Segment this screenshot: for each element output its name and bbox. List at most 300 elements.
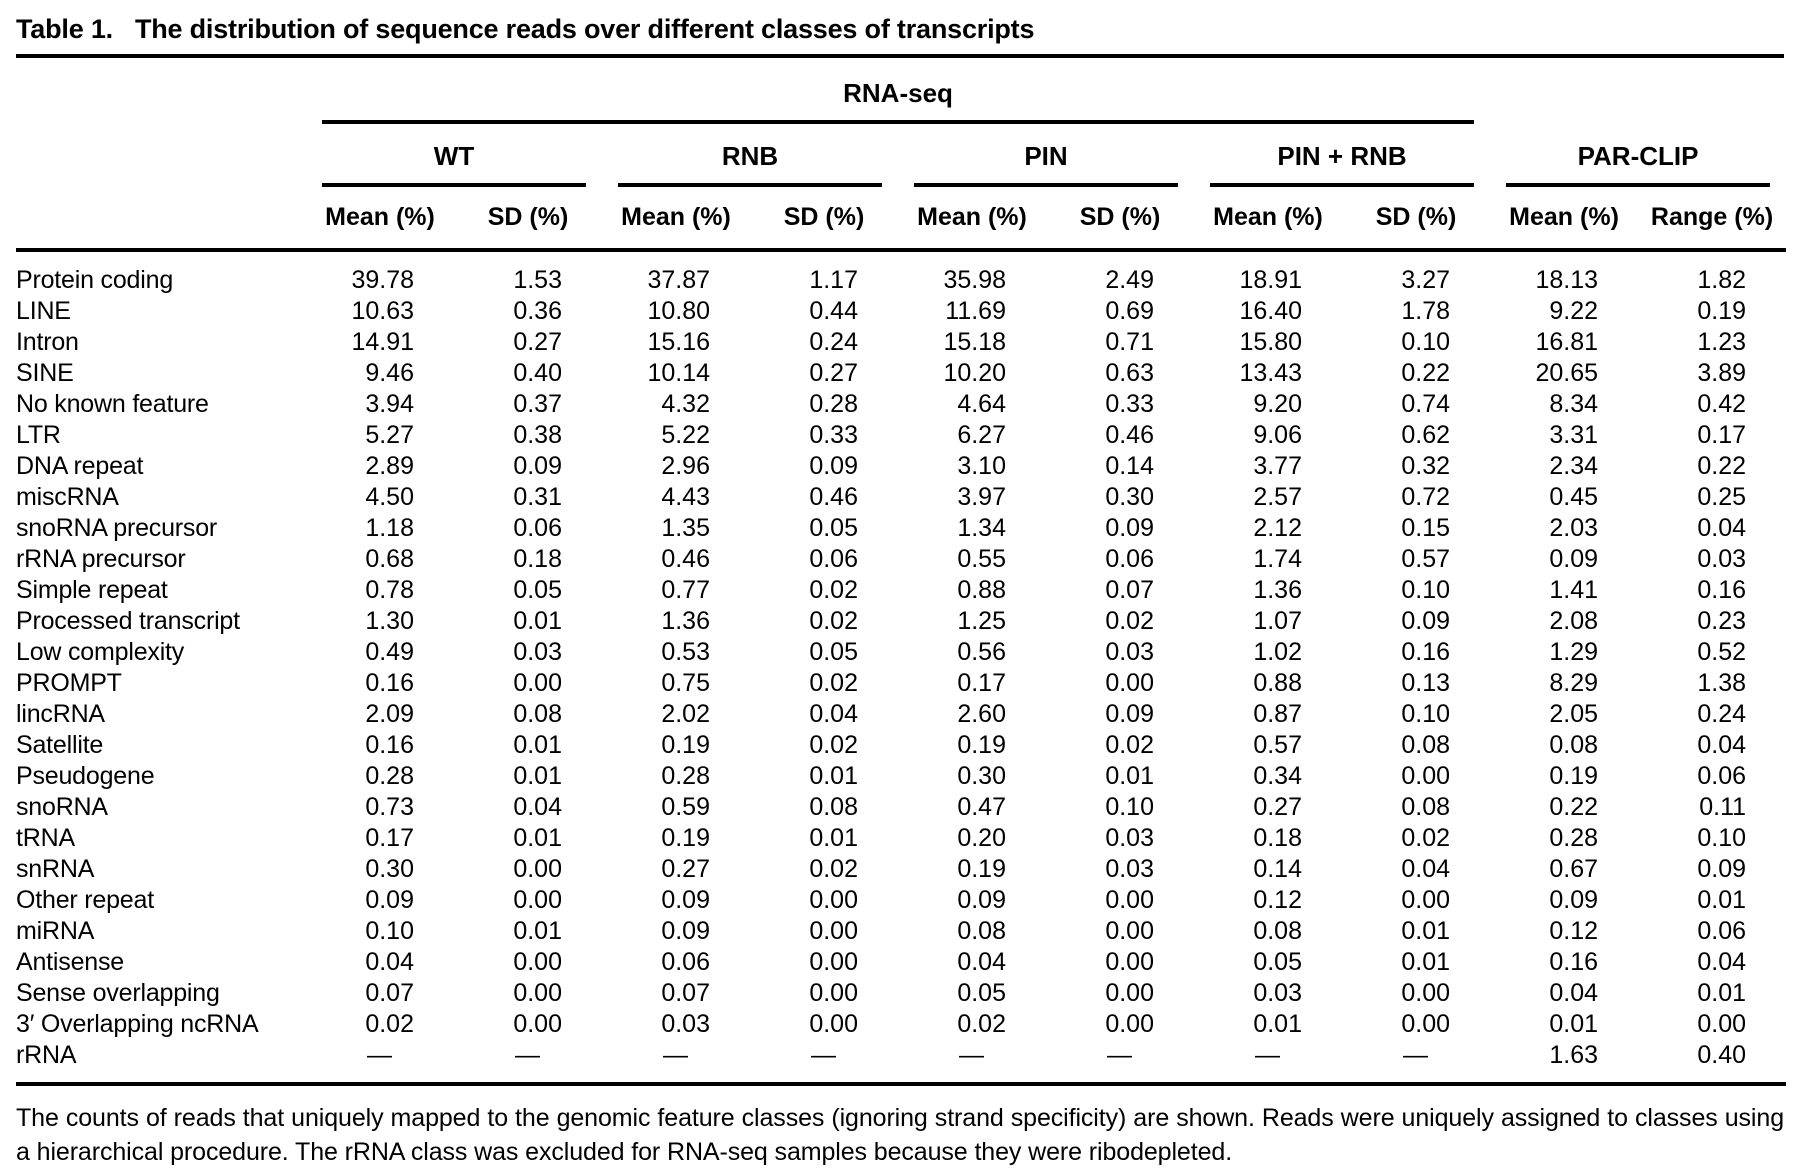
- value-cell: 0.01: [513, 731, 562, 759]
- value-cell: 3.77: [1253, 452, 1302, 480]
- value-cell: 0.06: [809, 545, 858, 573]
- value-cell: 0.27: [809, 359, 858, 387]
- value-cell: 0.07: [661, 979, 710, 1007]
- value-cell: —: [1046, 1040, 1194, 1084]
- value-cell: 0.01: [513, 824, 562, 852]
- value-cell: 0.01: [1697, 979, 1747, 1007]
- value-cell: —: [306, 1040, 454, 1084]
- value-cell: 2.96: [661, 452, 710, 480]
- row-label: snoRNA precursor: [16, 514, 218, 542]
- value-cell: 0.04: [513, 793, 562, 821]
- value-cell: 0.02: [957, 1010, 1006, 1038]
- table-row: [16, 699, 1786, 730]
- group-header-pin: PIN: [898, 124, 1194, 187]
- value-cell: 2.09: [365, 700, 414, 728]
- value-cell: 35.98: [943, 266, 1006, 294]
- value-cell: 0.47: [957, 793, 1006, 821]
- value-cell: 2.08: [1549, 607, 1599, 635]
- value-cell: 15.80: [1239, 328, 1302, 356]
- value-cell: 0.09: [809, 452, 858, 480]
- value-cell: 37.87: [647, 266, 710, 294]
- row-label: Intron: [16, 328, 79, 356]
- value-cell: 0.27: [661, 855, 710, 883]
- row-label: snRNA: [16, 855, 95, 883]
- value-cell: 0.00: [1105, 917, 1154, 945]
- value-cell: 1.17: [809, 266, 858, 294]
- value-cell: 0.00: [809, 979, 858, 1007]
- value-cell: 0.37: [513, 390, 562, 418]
- row-label: miRNA: [16, 917, 95, 945]
- value-cell: 0.00: [1105, 948, 1154, 976]
- value-cell: —: [1342, 1040, 1490, 1084]
- value-cell: 0.00: [809, 917, 858, 945]
- span-header-spacer: [1490, 58, 1786, 124]
- value-cell: 0.01: [809, 762, 858, 790]
- table-row: [16, 451, 1786, 482]
- value-cell: 16.40: [1239, 297, 1302, 325]
- value-cell: 0.09: [513, 452, 562, 480]
- table-row: [16, 482, 1786, 513]
- value-cell: 0.05: [809, 638, 858, 666]
- row-label: Antisense: [16, 948, 124, 976]
- table-row: [16, 730, 1786, 761]
- value-cell: 0.25: [1697, 483, 1747, 511]
- value-cell: 3.31: [1549, 421, 1599, 449]
- value-cell: 0.08: [957, 917, 1006, 945]
- value-cell: 5.22: [661, 421, 710, 449]
- value-cell: 0.28: [1549, 824, 1599, 852]
- row-label-column-header: [16, 58, 306, 250]
- group-header-wt: WT: [306, 124, 602, 187]
- table-row: [16, 296, 1786, 327]
- value-cell: 9.20: [1253, 390, 1302, 418]
- value-cell: 0.05: [1253, 948, 1302, 976]
- row-label: rRNA precursor: [16, 545, 186, 573]
- value-cell: 1.82: [1697, 266, 1747, 294]
- value-cell: 1.23: [1697, 328, 1747, 356]
- value-cell: 0.06: [661, 948, 710, 976]
- value-cell: 14.91: [351, 328, 414, 356]
- value-cell: 9.46: [365, 359, 414, 387]
- value-cell: 0.03: [1105, 638, 1154, 666]
- table-row: [16, 854, 1786, 885]
- value-cell: 2.05: [1549, 700, 1599, 728]
- value-cell: 0.08: [513, 700, 562, 728]
- table-row: [16, 250, 1786, 296]
- value-cell: 0.72: [1401, 483, 1451, 511]
- value-cell: 1.53: [513, 266, 562, 294]
- value-cell: 0.09: [957, 886, 1006, 914]
- row-label: miscRNA: [16, 483, 119, 511]
- value-cell: 1.25: [957, 607, 1006, 635]
- value-cell: 1.35: [661, 514, 710, 542]
- value-cell: 0.02: [1105, 607, 1154, 635]
- table-row: [16, 792, 1786, 823]
- column-header: SD (%): [750, 187, 898, 250]
- value-cell: 0.01: [1253, 1010, 1302, 1038]
- value-cell: 0.02: [1105, 731, 1154, 759]
- value-cell: 0.52: [1697, 638, 1747, 666]
- span-header-rna-seq: RNA-seq: [306, 58, 1490, 124]
- value-cell: 0.63: [1105, 359, 1154, 387]
- value-cell: 0.00: [1401, 886, 1451, 914]
- data-table: [16, 58, 1786, 1086]
- value-cell: 0.08: [1549, 731, 1599, 759]
- table-row: [16, 575, 1786, 606]
- value-cell: 1.41: [1549, 576, 1599, 604]
- table-footnote: The counts of reads that uniquely mapped to the genomic feature classes (ignoring strand specificity) are shown. Reads were uniquely assigned to classes using a hierarchical procedure. The rRNA class was excluded for RNA-seq samples because they were ribodepleted.: [16, 1104, 1784, 1166]
- table-row: [16, 668, 1786, 699]
- value-cell: 1.02: [1253, 638, 1302, 666]
- value-cell: 0.00: [513, 979, 562, 1007]
- value-cell: 0.46: [661, 545, 710, 573]
- value-cell: 2.57: [1253, 483, 1302, 511]
- value-cell: 0.00: [513, 669, 562, 697]
- value-cell: 0.14: [1105, 452, 1154, 480]
- value-cell: 0.02: [809, 576, 858, 604]
- value-cell: 0.01: [1401, 917, 1451, 945]
- table-row: [16, 420, 1786, 451]
- value-cell: 0.27: [1253, 793, 1302, 821]
- value-cell: 8.29: [1549, 669, 1599, 697]
- value-cell: 18.91: [1239, 266, 1302, 294]
- value-cell: 0.22: [1401, 359, 1451, 387]
- value-cell: 0.62: [1401, 421, 1451, 449]
- value-cell: 0.71: [1105, 328, 1154, 356]
- column-header: Mean (%): [898, 187, 1046, 250]
- value-cell: 0.10: [1401, 700, 1451, 728]
- value-cell: 2.89: [365, 452, 414, 480]
- row-label: LINE: [16, 297, 71, 325]
- value-cell: —: [1194, 1040, 1342, 1084]
- value-cell: 0.02: [809, 731, 858, 759]
- value-cell: 1.63: [1490, 1040, 1638, 1084]
- value-cell: 0.17: [365, 824, 414, 852]
- value-cell: 10.20: [943, 359, 1006, 387]
- value-cell: 0.00: [1105, 1010, 1154, 1038]
- value-cell: 0.22: [1549, 793, 1599, 821]
- row-label: snoRNA: [16, 793, 108, 821]
- table-body: [16, 250, 1786, 1084]
- value-cell: 0.00: [1105, 669, 1154, 697]
- value-cell: 0.05: [957, 979, 1006, 1007]
- table-row: [16, 761, 1786, 792]
- value-cell: 0.12: [1253, 886, 1302, 914]
- value-cell: 0.38: [513, 421, 562, 449]
- row-label: Simple repeat: [16, 576, 168, 604]
- row-label: rRNA: [16, 1040, 306, 1084]
- value-cell: 2.49: [1105, 266, 1154, 294]
- row-label: No known feature: [16, 390, 209, 418]
- value-cell: 0.59: [661, 793, 710, 821]
- table-row: [16, 358, 1786, 389]
- value-cell: 10.14: [647, 359, 710, 387]
- table-row: [16, 606, 1786, 637]
- value-cell: 0.19: [1697, 297, 1747, 325]
- row-label: Satellite: [16, 731, 104, 759]
- value-cell: 0.06: [1697, 762, 1747, 790]
- value-cell: 0.08: [809, 793, 858, 821]
- value-cell: 0.78: [365, 576, 414, 604]
- value-cell: 11.69: [945, 297, 1006, 325]
- value-cell: 1.38: [1697, 669, 1747, 697]
- value-cell: 0.28: [809, 390, 858, 418]
- value-cell: 0.88: [957, 576, 1006, 604]
- value-cell: 1.36: [1253, 576, 1302, 604]
- row-label: 3′ Overlapping ncRNA: [16, 1010, 259, 1038]
- value-cell: 0.11: [1699, 793, 1747, 821]
- value-cell: 0.09: [1549, 886, 1599, 914]
- value-cell: 0.04: [1549, 979, 1599, 1007]
- value-cell: 0.69: [1105, 297, 1154, 325]
- table-row: [16, 637, 1786, 668]
- value-cell: 0.09: [661, 886, 710, 914]
- table-title: [16, 10, 1784, 58]
- value-cell: 2.03: [1549, 514, 1599, 542]
- row-label: LTR: [16, 421, 61, 449]
- value-cell: 0.08: [1253, 917, 1302, 945]
- value-cell: 0.08: [1401, 793, 1451, 821]
- table-row: [16, 513, 1786, 544]
- table-row: [16, 544, 1786, 575]
- value-cell: 0.00: [1105, 886, 1154, 914]
- value-cell: 0.44: [809, 297, 858, 325]
- value-cell: 0.88: [1253, 669, 1302, 697]
- value-cell: 10.80: [647, 297, 710, 325]
- value-cell: 0.03: [513, 638, 562, 666]
- value-cell: 0.09: [365, 886, 414, 914]
- value-cell: 0.30: [365, 855, 414, 883]
- value-cell: 0.00: [1401, 979, 1451, 1007]
- value-cell: 0.01: [809, 824, 858, 852]
- column-header: SD (%): [1342, 187, 1490, 250]
- column-header: Mean (%): [1490, 187, 1638, 250]
- value-cell: —: [602, 1040, 750, 1084]
- value-cell: 4.32: [661, 390, 710, 418]
- row-label: tRNA: [16, 824, 75, 852]
- value-cell: 0.04: [1697, 514, 1747, 542]
- value-cell: 1.29: [1549, 638, 1599, 666]
- value-cell: 3.97: [957, 483, 1006, 511]
- row-label: SINE: [16, 359, 74, 387]
- value-cell: 0.03: [661, 1010, 710, 1038]
- value-cell: 0.10: [1105, 793, 1154, 821]
- value-cell: 2.02: [661, 700, 710, 728]
- value-cell: 15.16: [647, 328, 710, 356]
- value-cell: 0.00: [1105, 979, 1154, 1007]
- value-cell: 0.04: [809, 700, 858, 728]
- value-cell: 3.27: [1401, 266, 1451, 294]
- value-cell: 0.02: [365, 1010, 414, 1038]
- value-cell: 0.02: [809, 607, 858, 635]
- value-cell: —: [454, 1040, 602, 1084]
- value-cell: 0.16: [1401, 638, 1451, 666]
- value-cell: 0.03: [1697, 545, 1747, 573]
- value-cell: 0.01: [513, 762, 562, 790]
- value-cell: 4.50: [365, 483, 414, 511]
- value-cell: 0.18: [513, 545, 562, 573]
- column-header: Range (%): [1638, 187, 1786, 250]
- column-header: SD (%): [1046, 187, 1194, 250]
- value-cell: 0.57: [1401, 545, 1451, 573]
- value-cell: 0.45: [1549, 483, 1599, 511]
- value-cell: 1.36: [661, 607, 710, 635]
- value-cell: 0.49: [365, 638, 414, 666]
- value-cell: 0.56: [957, 638, 1006, 666]
- value-cell: 0.27: [513, 328, 562, 356]
- value-cell: 0.19: [957, 855, 1006, 883]
- value-cell: 0.34: [1253, 762, 1302, 790]
- value-cell: 4.64: [957, 390, 1006, 418]
- value-cell: 0.57: [1253, 731, 1302, 759]
- value-cell: —: [750, 1040, 898, 1084]
- value-cell: 0.75: [661, 669, 710, 697]
- value-cell: 0.01: [513, 607, 562, 635]
- value-cell: 0.04: [957, 948, 1006, 976]
- value-cell: 0.10: [1697, 824, 1747, 852]
- value-cell: 0.16: [1697, 576, 1747, 604]
- value-cell: 0.06: [1697, 917, 1747, 945]
- value-cell: 0.14: [1253, 855, 1302, 883]
- table-row: [16, 327, 1786, 358]
- value-cell: 1.18: [365, 514, 414, 542]
- value-cell: 0.03: [1253, 979, 1302, 1007]
- value-cell: 0.20: [957, 824, 1006, 852]
- value-cell: 9.06: [1253, 421, 1302, 449]
- value-cell: 0.02: [809, 669, 858, 697]
- value-cell: 0.01: [1401, 948, 1451, 976]
- value-cell: 0.17: [957, 669, 1006, 697]
- value-cell: 0.00: [809, 886, 858, 914]
- row-label: lincRNA: [16, 700, 105, 728]
- row-label: Protein coding: [16, 266, 174, 294]
- value-cell: 0.09: [1549, 545, 1599, 573]
- value-cell: 0.28: [365, 762, 414, 790]
- value-cell: 0.40: [513, 359, 562, 387]
- value-cell: 3.89: [1697, 359, 1747, 387]
- value-cell: 16.81: [1535, 328, 1599, 356]
- value-cell: 0.16: [365, 669, 414, 697]
- value-cell: 0.40: [1638, 1040, 1786, 1084]
- value-cell: 0.19: [1549, 762, 1599, 790]
- value-cell: 0.00: [1401, 1010, 1451, 1038]
- value-cell: 1.74: [1253, 545, 1302, 573]
- value-cell: 1.07: [1253, 607, 1302, 635]
- column-header: SD (%): [454, 187, 602, 250]
- value-cell: 0.33: [809, 421, 858, 449]
- value-cell: 0.28: [661, 762, 710, 790]
- value-cell: 9.22: [1549, 297, 1599, 325]
- value-cell: —: [898, 1040, 1046, 1084]
- value-cell: 0.22: [1697, 452, 1747, 480]
- value-cell: 0.19: [661, 824, 710, 852]
- value-cell: 0.04: [365, 948, 414, 976]
- value-cell: 1.30: [365, 607, 414, 635]
- value-cell: 0.24: [1697, 700, 1747, 728]
- value-cell: 0.01: [1697, 886, 1747, 914]
- value-cell: 0.31: [513, 483, 562, 511]
- value-cell: 0.13: [1401, 669, 1451, 697]
- value-cell: 0.12: [1549, 917, 1599, 945]
- value-cell: 0.10: [365, 917, 414, 945]
- value-cell: 0.36: [513, 297, 562, 325]
- value-cell: 0.00: [513, 1010, 562, 1038]
- value-cell: 0.00: [1401, 762, 1451, 790]
- value-cell: 0.02: [809, 855, 858, 883]
- value-cell: 0.00: [513, 886, 562, 914]
- table-row: [16, 1009, 1786, 1040]
- row-label: DNA repeat: [16, 452, 144, 480]
- value-cell: 0.23: [1697, 607, 1747, 635]
- value-cell: 0.03: [1105, 855, 1154, 883]
- table-row: [16, 978, 1786, 1009]
- value-cell: 0.73: [365, 793, 414, 821]
- value-cell: 4.43: [661, 483, 710, 511]
- value-cell: 39.78: [351, 266, 414, 294]
- value-cell: 20.65: [1535, 359, 1599, 387]
- value-cell: 0.09: [1697, 855, 1747, 883]
- value-cell: 0.00: [809, 948, 858, 976]
- value-cell: 18.13: [1535, 266, 1599, 294]
- value-cell: 0.19: [661, 731, 710, 759]
- table-row: [16, 1040, 1786, 1084]
- value-cell: 3.10: [957, 452, 1006, 480]
- column-header: Mean (%): [306, 187, 454, 250]
- table-row: [16, 389, 1786, 420]
- value-cell: 0.10: [1401, 576, 1451, 604]
- value-cell: 0.30: [957, 762, 1006, 790]
- value-cell: 0.01: [1105, 762, 1154, 790]
- value-cell: 3.94: [365, 390, 414, 418]
- value-cell: 0.10: [1401, 328, 1451, 356]
- value-cell: 1.78: [1401, 297, 1451, 325]
- value-cell: 0.77: [661, 576, 710, 604]
- value-cell: 2.12: [1253, 514, 1302, 542]
- table-header: [16, 58, 1786, 250]
- value-cell: 0.24: [809, 328, 858, 356]
- value-cell: 0.09: [1401, 607, 1451, 635]
- value-cell: 0.68: [365, 545, 414, 573]
- value-cell: 0.16: [365, 731, 414, 759]
- table-row: [16, 823, 1786, 854]
- table-title-text: The distribution of sequence reads over different classes of transcripts: [134, 14, 1035, 44]
- value-cell: 0.05: [809, 514, 858, 542]
- value-cell: 0.53: [661, 638, 710, 666]
- value-cell: 0.07: [365, 979, 414, 1007]
- value-cell: 0.67: [1549, 855, 1599, 883]
- value-cell: 0.00: [513, 855, 562, 883]
- row-label: Processed transcript: [16, 607, 240, 635]
- table-number: Table 1.: [16, 14, 113, 44]
- value-cell: 0.33: [1105, 390, 1154, 418]
- value-cell: 0.01: [513, 917, 562, 945]
- row-label: Pseudogene: [16, 762, 155, 790]
- value-cell: 0.00: [1697, 1010, 1747, 1038]
- value-cell: 0.18: [1253, 824, 1302, 852]
- table-row: [16, 885, 1786, 916]
- value-cell: 0.17: [1697, 421, 1747, 449]
- value-cell: 0.09: [661, 917, 710, 945]
- column-header: Mean (%): [602, 187, 750, 250]
- row-label: Low complexity: [16, 638, 185, 666]
- value-cell: 13.43: [1239, 359, 1302, 387]
- value-cell: 0.00: [513, 948, 562, 976]
- value-cell: 0.00: [809, 1010, 858, 1038]
- value-cell: 0.19: [957, 731, 1006, 759]
- value-cell: 0.04: [1697, 731, 1747, 759]
- row-label: PROMPT: [16, 669, 122, 697]
- column-header: Mean (%): [1194, 187, 1342, 250]
